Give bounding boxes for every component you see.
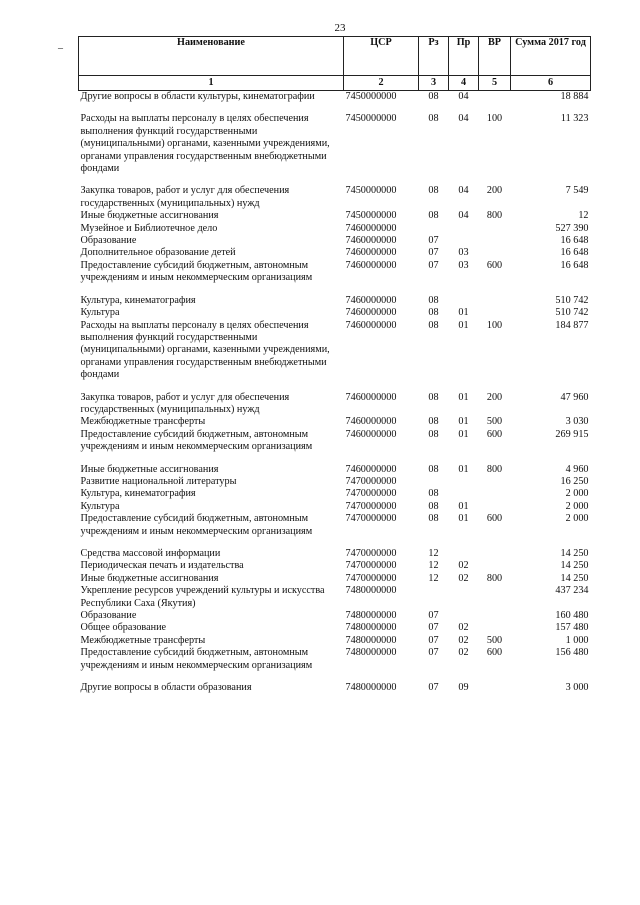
row-rz: 08 bbox=[428, 319, 439, 331]
row-name: Предоставление субсидий бюджетным, автономным учреждениям и иным некоммерческим организациям bbox=[80, 259, 313, 284]
row-vr bbox=[479, 223, 511, 235]
row-csr: 7460000000 bbox=[345, 222, 397, 234]
row-vr bbox=[479, 548, 511, 560]
row-name: Иные бюджетные ассигнования bbox=[80, 210, 219, 222]
row-sum: 156 480 bbox=[555, 647, 589, 659]
column-number-row bbox=[79, 76, 591, 91]
row-csr: 7470000000 bbox=[345, 475, 397, 487]
table-row bbox=[79, 610, 591, 622]
row-name: Предоставление субсидий бюджетным, автономным учреждениям и иным некоммерческим организациям bbox=[80, 428, 313, 453]
table-row bbox=[79, 464, 591, 476]
row-sum: 12 bbox=[578, 210, 589, 222]
row-csr: 7460000000 bbox=[345, 416, 397, 428]
table-row bbox=[79, 622, 591, 634]
row-name: Периодическая печать и издательства bbox=[80, 560, 244, 572]
row-csr: 7460000000 bbox=[345, 294, 397, 306]
col-number-5: 5 bbox=[479, 76, 511, 91]
row-vr: 800 bbox=[486, 572, 503, 584]
col-number-2: 2 bbox=[344, 76, 419, 91]
row-pr: 04 bbox=[458, 210, 469, 222]
row-name: Дополнительное образование детей bbox=[80, 247, 236, 259]
table-row bbox=[79, 235, 591, 247]
row-rz bbox=[419, 585, 449, 610]
row-rz bbox=[419, 476, 449, 488]
row-rz: 08 bbox=[428, 113, 439, 125]
row-pr: 09 bbox=[458, 682, 469, 694]
row-csr: 7480000000 bbox=[345, 585, 397, 597]
row-vr bbox=[479, 488, 511, 500]
row-pr: 02 bbox=[458, 572, 469, 584]
row-name: Общее образование bbox=[80, 622, 167, 634]
row-pr bbox=[449, 295, 479, 307]
table-row bbox=[79, 223, 591, 235]
row-pr: 04 bbox=[458, 113, 469, 125]
row-vr: 200 bbox=[486, 391, 503, 403]
row-vr bbox=[479, 622, 511, 634]
table-row bbox=[79, 416, 591, 428]
row-csr: 7470000000 bbox=[345, 548, 397, 559]
row-csr: 7470000000 bbox=[345, 572, 397, 584]
row-rz: 07 bbox=[428, 622, 439, 634]
table-row bbox=[79, 573, 591, 585]
row-rz: 08 bbox=[428, 210, 439, 222]
row-vr: 100 bbox=[486, 113, 503, 125]
row-name: Культура bbox=[80, 307, 120, 319]
row-csr: 7470000000 bbox=[345, 560, 397, 572]
row-vr: 600 bbox=[486, 428, 503, 440]
row-pr: 03 bbox=[458, 247, 469, 259]
header-pr: Пр bbox=[449, 37, 479, 76]
row-csr: 7460000000 bbox=[345, 307, 397, 319]
row-csr: 7480000000 bbox=[345, 634, 397, 646]
row-rz: 08 bbox=[428, 488, 439, 500]
row-name: Межбюджетные трансферты bbox=[80, 416, 206, 428]
row-csr: 7460000000 bbox=[345, 391, 397, 403]
row-sum: 18 884 bbox=[560, 91, 589, 102]
row-name: Иные бюджетные ассигнования bbox=[80, 463, 219, 475]
header-rz: Рз bbox=[419, 37, 449, 76]
row-pr bbox=[449, 235, 479, 247]
row-csr: 7460000000 bbox=[345, 319, 397, 331]
row-vr bbox=[479, 501, 511, 513]
row-pr: 04 bbox=[458, 185, 469, 197]
table-row bbox=[79, 113, 591, 185]
row-sum: 2 000 bbox=[565, 500, 589, 512]
col-number-4: 4 bbox=[449, 76, 479, 91]
table-row bbox=[79, 560, 591, 572]
table-row bbox=[79, 476, 591, 488]
row-csr: 7460000000 bbox=[345, 463, 397, 475]
row-pr: 01 bbox=[458, 513, 469, 525]
row-csr: 7450000000 bbox=[345, 185, 397, 197]
row-rz: 08 bbox=[428, 416, 439, 428]
table-row bbox=[79, 513, 591, 548]
table-row bbox=[79, 320, 591, 392]
row-vr: 500 bbox=[486, 416, 503, 428]
table-row bbox=[79, 260, 591, 295]
row-rz: 08 bbox=[428, 294, 439, 306]
row-rz: 12 bbox=[428, 548, 439, 559]
row-sum: 1 000 bbox=[565, 634, 589, 646]
row-pr bbox=[449, 488, 479, 500]
row-sum: 4 960 bbox=[565, 463, 589, 475]
row-csr: 7480000000 bbox=[345, 682, 397, 694]
row-csr: 7470000000 bbox=[345, 500, 397, 512]
row-sum: 527 390 bbox=[555, 222, 589, 234]
row-sum: 14 250 bbox=[560, 572, 589, 584]
row-name: Предоставление субсидий бюджетным, автономным учреждениям и иным некоммерческим организациям bbox=[80, 513, 313, 537]
row-vr bbox=[479, 91, 511, 114]
row-rz: 08 bbox=[428, 307, 439, 319]
row-rz: 07 bbox=[428, 259, 439, 271]
row-csr: 7450000000 bbox=[345, 91, 397, 102]
row-rz: 07 bbox=[428, 610, 439, 622]
row-name: Укрепление ресурсов учреждений культуры и искусства Республики Саха (Якутия) bbox=[80, 585, 325, 609]
row-name: Образование bbox=[80, 235, 137, 247]
row-pr bbox=[449, 585, 479, 610]
header-sum: Сумма 2017 год bbox=[511, 37, 591, 76]
row-rz: 07 bbox=[428, 634, 439, 646]
row-name: Средства массовой информации bbox=[80, 548, 221, 559]
row-sum: 47 960 bbox=[560, 391, 589, 403]
row-rz: 08 bbox=[428, 91, 439, 102]
row-name: Закупка товаров, работ и услуг для обеспечения государственных (муниципальных) нужд bbox=[80, 185, 290, 209]
row-sum: 16 648 bbox=[560, 259, 589, 271]
row-rz: 12 bbox=[428, 572, 439, 584]
row-csr: 7460000000 bbox=[345, 247, 397, 259]
row-vr bbox=[479, 610, 511, 622]
row-sum: 2 000 bbox=[565, 488, 589, 500]
row-csr: 7460000000 bbox=[345, 259, 397, 271]
table-row bbox=[79, 210, 591, 222]
row-vr bbox=[479, 295, 511, 307]
col-number-1: 1 bbox=[79, 76, 344, 91]
table-row bbox=[79, 392, 591, 417]
row-sum: 16 250 bbox=[560, 475, 589, 487]
row-pr: 01 bbox=[458, 500, 469, 512]
table-body bbox=[79, 91, 591, 695]
row-rz: 08 bbox=[428, 513, 439, 525]
row-name: Расходы на выплаты персоналу в целях обеспечения выполнения функций государственными (муниципальными) органами, казенными учреждениями, органами управления государственным внебюджетными фондами bbox=[80, 319, 330, 381]
row-sum: 16 648 bbox=[560, 235, 589, 247]
table-row bbox=[79, 429, 591, 464]
row-rz: 07 bbox=[428, 235, 439, 247]
row-sum: 14 250 bbox=[560, 548, 589, 559]
row-pr bbox=[449, 610, 479, 622]
budget-table bbox=[78, 36, 591, 694]
row-sum: 3 030 bbox=[565, 416, 589, 428]
row-pr: 03 bbox=[458, 259, 469, 271]
row-csr: 7480000000 bbox=[345, 610, 397, 622]
row-vr: 600 bbox=[486, 259, 503, 271]
table-row bbox=[79, 548, 591, 560]
margin-mark: – bbox=[58, 43, 63, 54]
row-rz: 07 bbox=[428, 647, 439, 659]
row-name: Культура bbox=[80, 500, 120, 512]
table-row bbox=[79, 647, 591, 682]
row-pr: 01 bbox=[458, 463, 469, 475]
table-row bbox=[79, 247, 591, 259]
row-rz: 12 bbox=[428, 560, 439, 572]
row-name: Музейное и Библиотечное дело bbox=[80, 222, 218, 234]
row-rz: 07 bbox=[428, 247, 439, 259]
row-name: Другие вопросы в области культуры, кинематографии bbox=[80, 91, 315, 102]
row-vr bbox=[479, 682, 511, 694]
row-pr bbox=[449, 476, 479, 488]
row-rz: 08 bbox=[428, 463, 439, 475]
row-vr: 600 bbox=[486, 513, 503, 525]
row-name: Культура, кинематография bbox=[80, 488, 196, 500]
header-name: Наименование bbox=[79, 37, 344, 76]
row-csr: 7470000000 bbox=[345, 488, 397, 500]
row-sum: 16 648 bbox=[560, 247, 589, 259]
row-rz: 07 bbox=[428, 682, 439, 694]
page-number: 23 bbox=[334, 22, 346, 34]
row-sum: 2 000 bbox=[565, 513, 589, 525]
row-sum: 157 480 bbox=[555, 622, 589, 634]
row-csr: 7460000000 bbox=[345, 235, 397, 247]
row-rz: 08 bbox=[428, 185, 439, 197]
col-number-6: 6 bbox=[511, 76, 591, 91]
row-rz: 08 bbox=[428, 391, 439, 403]
row-pr: 01 bbox=[458, 428, 469, 440]
row-pr: 04 bbox=[458, 91, 469, 102]
row-pr: 01 bbox=[458, 307, 469, 319]
row-csr: 7480000000 bbox=[345, 647, 397, 659]
row-vr bbox=[479, 560, 511, 572]
row-csr: 7470000000 bbox=[345, 513, 397, 525]
header-vr: ВР bbox=[479, 37, 511, 76]
row-vr: 600 bbox=[486, 647, 503, 659]
row-csr: 7450000000 bbox=[345, 210, 397, 222]
row-name: Иные бюджетные ассигнования bbox=[80, 572, 219, 584]
row-name: Образование bbox=[80, 610, 137, 622]
row-sum: 184 877 bbox=[555, 319, 589, 331]
row-sum: 14 250 bbox=[560, 560, 589, 572]
row-pr: 01 bbox=[458, 416, 469, 428]
row-name: Предоставление субсидий бюджетным, автономным учреждениям и иным некоммерческим организациям bbox=[80, 647, 313, 671]
row-name: Закупка товаров, работ и услуг для обеспечения государственных (муниципальных) нужд bbox=[80, 391, 290, 415]
row-pr bbox=[449, 223, 479, 235]
row-pr: 02 bbox=[458, 634, 469, 646]
row-vr bbox=[479, 307, 511, 319]
row-vr: 500 bbox=[486, 634, 503, 646]
row-pr: 02 bbox=[458, 622, 469, 634]
row-vr bbox=[479, 235, 511, 247]
row-pr: 01 bbox=[458, 319, 469, 331]
row-csr: 7460000000 bbox=[345, 428, 397, 440]
row-pr: 02 bbox=[458, 647, 469, 659]
table-row bbox=[79, 682, 591, 694]
row-name: Межбюджетные трансферты bbox=[80, 634, 206, 646]
row-sum: 11 323 bbox=[560, 113, 589, 125]
row-csr: 7480000000 bbox=[345, 622, 397, 634]
table-row bbox=[79, 185, 591, 210]
row-name: Другие вопросы в области образования bbox=[80, 682, 252, 694]
row-rz: 08 bbox=[428, 500, 439, 512]
row-name: Расходы на выплаты персоналу в целях обеспечения выполнения функций государственными (муниципальными) органами, казенными учреждениями, органами управления государственным внебюджетными фондами bbox=[80, 113, 330, 175]
header-row bbox=[79, 37, 591, 76]
row-sum: 160 480 bbox=[555, 610, 589, 622]
row-vr: 100 bbox=[486, 319, 503, 331]
row-sum: 510 742 bbox=[555, 294, 589, 306]
row-vr bbox=[479, 247, 511, 259]
row-sum: 510 742 bbox=[555, 307, 589, 319]
table-row bbox=[79, 488, 591, 500]
row-vr: 800 bbox=[486, 463, 503, 475]
row-vr: 200 bbox=[486, 185, 503, 197]
row-pr bbox=[449, 548, 479, 560]
table-row bbox=[79, 585, 591, 610]
col-number-3: 3 bbox=[419, 76, 449, 91]
row-name: Развитие национальной литературы bbox=[80, 475, 237, 487]
table-row bbox=[79, 635, 591, 647]
row-sum: 3 000 bbox=[565, 682, 589, 694]
row-sum: 7 549 bbox=[565, 185, 589, 197]
row-vr bbox=[479, 585, 511, 610]
row-sum: 437 234 bbox=[555, 585, 589, 597]
row-rz bbox=[419, 223, 449, 235]
table-row bbox=[79, 307, 591, 319]
row-vr bbox=[479, 476, 511, 488]
row-pr: 01 bbox=[458, 391, 469, 403]
row-sum: 269 915 bbox=[555, 428, 589, 440]
row-name: Культура, кинематография bbox=[80, 294, 196, 306]
row-csr: 7450000000 bbox=[345, 113, 397, 125]
table-row bbox=[79, 91, 591, 114]
table-row bbox=[79, 501, 591, 513]
row-pr: 02 bbox=[458, 560, 469, 572]
header-csr: ЦСР bbox=[344, 37, 419, 76]
table-row bbox=[79, 295, 591, 307]
row-rz: 08 bbox=[428, 428, 439, 440]
row-vr: 800 bbox=[486, 210, 503, 222]
